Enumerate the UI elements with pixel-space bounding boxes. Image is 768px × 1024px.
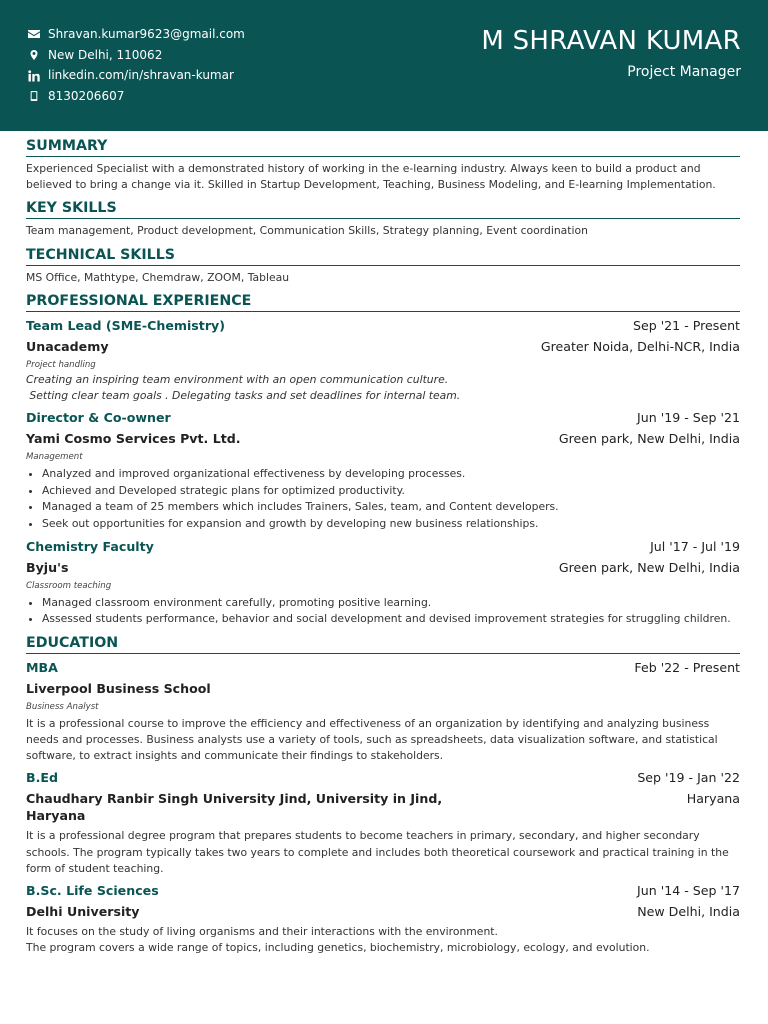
- contact-email-row: [26, 24, 245, 45]
- bullet-item: • Assessed students performance, behavior and social development and devised improvement strategies for struggling children.: [42, 611, 740, 628]
- contact-location-row: [26, 45, 245, 66]
- contact-email[interactable]: Shravan.kumar9623@gmail.com: [48, 27, 245, 41]
- experience-heading: PROFESSIONAL EXPERIENCE: [26, 292, 740, 312]
- degree-title: MBA: [26, 659, 58, 675]
- education-entry: [26, 768, 740, 877]
- job-bullets: [26, 595, 740, 628]
- job-bullets: [26, 466, 740, 532]
- contact-phone[interactable]: 8130206607: [48, 89, 125, 104]
- summary-heading: SUMMARY: [26, 137, 740, 157]
- degree-description-line: It focuses on the study of living organisms and their interactions with the environment.: [26, 925, 498, 938]
- company-name: Unacademy: [26, 338, 109, 354]
- resume-header: [0, 0, 768, 131]
- degree-dates: Jun '14 - Sep '17: [637, 883, 740, 898]
- envelope-icon: [26, 26, 42, 42]
- job-subtitle: Classroom teaching: [26, 580, 112, 591]
- job-title: Team Lead (SME-Chemistry): [26, 317, 225, 333]
- degree-dates: Feb '22 - Present: [634, 659, 740, 675]
- job-description-line: Creating an inspiring team environment with an open communication culture.: [26, 372, 449, 386]
- contact-phone-row: [26, 86, 245, 107]
- degree-description: It is a professional course to improve the efficiency and effectiveness of an organization by identifying and analyzing business needs and processes. Business analysts use a variety of tools, such as spreadsheets, data visualization software, and statistical software, to extract insights and communicate their findings to stakeholders.: [26, 716, 718, 763]
- job-subtitle: Project handling: [26, 359, 96, 370]
- degree-title: B.Ed: [26, 770, 59, 786]
- candidate-name: M SHRAVAN KUMAR: [481, 26, 741, 56]
- degree-description: It is a professional degree program that prepares students to become teachers in primary, secondary, and higher secondary schools. The program typically takes two years to complete and includes both theoretical coursework and practical training in the form of student teaching.: [26, 829, 729, 875]
- summary-text: Experienced Specialist with a demonstrated history of working in the e-learning industry. Always keen to build a product and believed to bring a change via it. Skilled in Startup Development, Teaching, Business Modeling, and E-learning Implementation.: [26, 162, 716, 192]
- job-description-line: Setting clear team goals . Delegating tasks and set deadlines for internal team.: [26, 389, 461, 403]
- experience-entry: [26, 316, 740, 404]
- degree-subtitle: Business Analyst: [26, 701, 99, 712]
- job-subtitle: Management: [26, 452, 83, 463]
- phone-icon: [26, 88, 42, 104]
- degree-title: B.Sc. Life Sciences: [26, 883, 159, 898]
- contact-linkedin[interactable]: linkedin.com/in/shravan-kumar: [48, 68, 234, 83]
- linkedin-icon: [26, 68, 42, 84]
- school-name: Liverpool Business School: [26, 680, 211, 696]
- technical-skills-text: MS Office, Mathtype, Chemdraw, ZOOM, Tableau: [26, 270, 290, 284]
- location-pin-icon: [26, 47, 42, 63]
- job-location: Greater Noida, Delhi-NCR, India: [540, 338, 740, 354]
- bullet-item: • Managed a team of 25 members which includes Trainers, Sales, team, and Content developers.: [42, 499, 740, 516]
- degree-description-line: The program covers a wide range of topics, including genetics, biochemistry, microbiology, ecology, and evolution.: [26, 941, 650, 955]
- school-name: Delhi University: [26, 904, 140, 919]
- job-title: Director & Co-owner: [26, 410, 171, 426]
- resume-body: [0, 137, 768, 956]
- education-entry: [26, 658, 740, 765]
- school-name: Chaudhary Ranbir Singh University Jind, University in Jind, Haryana: [26, 791, 443, 824]
- job-dates: Sep '21 - Present: [632, 317, 740, 333]
- experience-entry: [26, 537, 740, 628]
- company-name: Byju's: [26, 559, 69, 575]
- contact-location: New Delhi, 110062: [48, 47, 163, 62]
- education-heading: EDUCATION: [26, 634, 740, 654]
- bullet-item: • Analyzed and improved organizational effectiveness by developing processes.: [42, 466, 740, 483]
- job-location: Green park, New Delhi, India: [558, 431, 740, 447]
- candidate-role: Project Manager: [627, 64, 741, 80]
- degree-dates: Sep '19 - Jan '22: [637, 770, 740, 786]
- job-dates: Jun '19 - Sep '21: [637, 410, 740, 426]
- technical-skills-heading: TECHNICAL SKILLS: [26, 246, 740, 266]
- key-skills-text: Team management, Product development, Communication Skills, Strategy planning, Event coordination: [26, 224, 588, 238]
- company-name: Yami Cosmo Services Pvt. Ltd.: [26, 431, 241, 447]
- contact-linkedin-row: [26, 65, 245, 86]
- bullet-item: • Managed classroom environment carefully, promoting positive learning.: [42, 595, 740, 612]
- job-location: Green park, New Delhi, India: [558, 559, 740, 575]
- bullet-item: • Seek out opportunities for expansion and growth by developing new business relationships.: [42, 516, 740, 533]
- job-title: Chemistry Faculty: [26, 538, 154, 554]
- contact-info: [26, 24, 245, 107]
- school-location: New Delhi, India: [637, 904, 740, 919]
- school-location: Haryana: [686, 791, 740, 807]
- experience-entry: [26, 408, 740, 532]
- education-entry: [26, 881, 740, 956]
- job-dates: Jul '17 - Jul '19: [650, 538, 740, 554]
- key-skills-heading: KEY SKILLS: [26, 199, 740, 219]
- name-block: [481, 24, 741, 80]
- bullet-item: • Achieved and Developed strategic plans for optimized productivity.: [42, 483, 740, 500]
